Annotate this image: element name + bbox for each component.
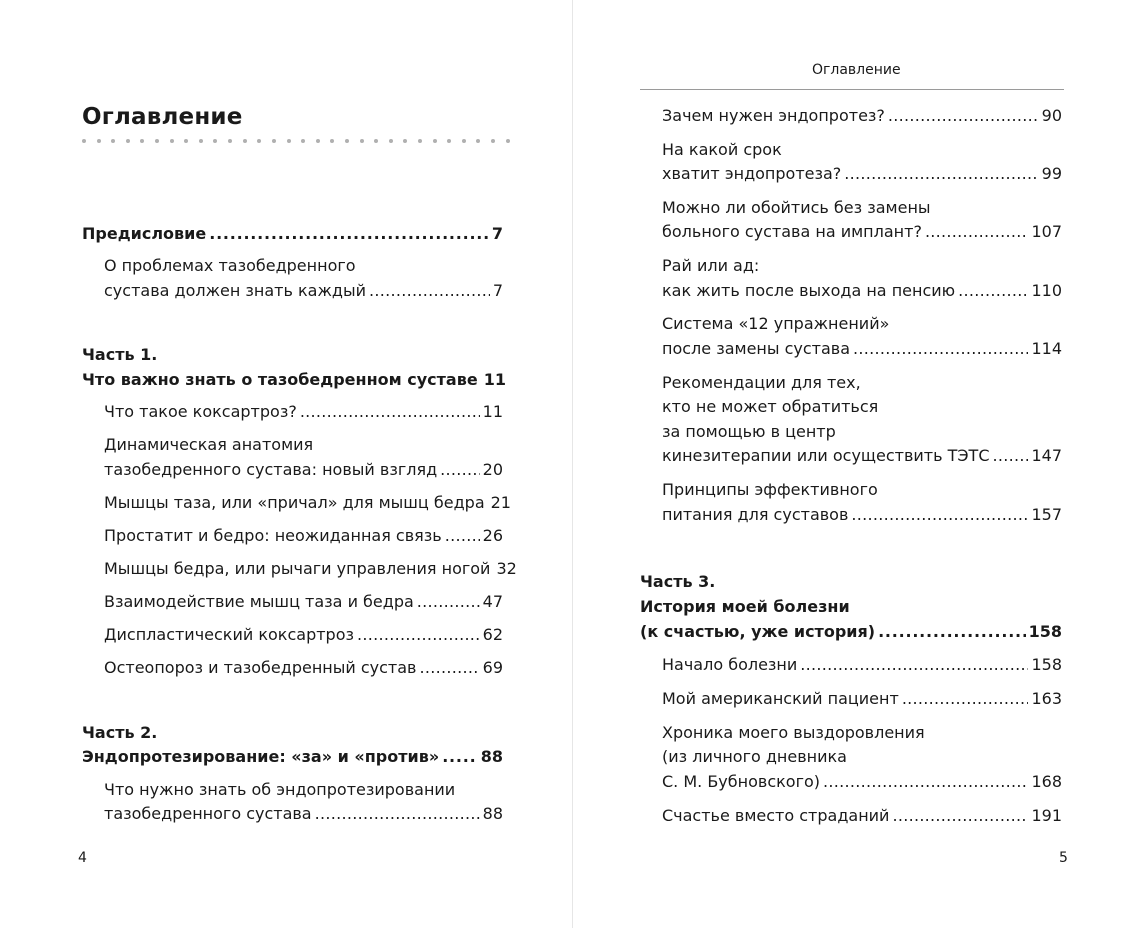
rule-dot — [389, 139, 393, 143]
toc-entry-r0[interactable]: Зачем нужен эндопротез? . . . 90 — [662, 106, 1062, 126]
rule-dot — [213, 139, 217, 143]
rule-dot — [301, 139, 305, 143]
rule-dot — [140, 139, 144, 143]
header-rule — [640, 89, 1064, 90]
toc-entry-r11[interactable]: Счастье вместо страданий . . . 191 — [662, 806, 1062, 826]
rule-dot — [374, 139, 378, 143]
rule-dot — [491, 139, 495, 143]
toc-entry-r1[interactable]: хватит эндопротеза? . . . 99 — [662, 164, 1062, 184]
rule-dot — [257, 139, 261, 143]
title-dotted-rule — [82, 136, 510, 146]
rule-dot — [418, 139, 422, 143]
toc-entry-r2-line-1[interactable]: Можно ли обойтись без замены — [662, 198, 931, 217]
toc-entry-r10-line-1[interactable]: Хроника моего выздоровления — [662, 723, 925, 742]
rule-dot — [126, 139, 130, 143]
rule-dot — [433, 139, 437, 143]
rule-dot — [199, 139, 203, 143]
running-head: Оглавление — [812, 62, 901, 78]
rule-dot — [462, 139, 466, 143]
part-3-heading: Часть 3. — [640, 572, 716, 591]
rule-dot — [330, 139, 334, 143]
page-number-right: 5 — [1059, 850, 1068, 866]
toc-entry-r4-line-1[interactable]: Система «12 упражнений» — [662, 314, 890, 333]
rule-dot — [403, 139, 407, 143]
toc-entry-11[interactable]: Эндопротезирование: «за» и «против» . . . 88 — [82, 747, 503, 767]
rule-dot — [345, 139, 349, 143]
left-page — [0, 0, 572, 928]
toc-entry-3[interactable]: Что такое коксартроз? . . . 11 — [104, 402, 503, 422]
rule-dot — [155, 139, 159, 143]
toc-entry-r10[interactable]: С. М. Бубновского) . . . 168 — [662, 772, 1062, 792]
rule-dot — [82, 139, 86, 143]
rule-dot — [184, 139, 188, 143]
toc-entry-7[interactable]: Мышцы бедра, или рычаги управления ногой 32 — [104, 559, 517, 578]
toc-entry-12[interactable]: тазобедренного сустава . . . 88 — [104, 804, 503, 824]
toc-entry-r6[interactable]: питания для суставов . . . 157 — [662, 505, 1062, 525]
toc-entry-r1-line-1[interactable]: На какой срок — [662, 140, 782, 159]
rule-dot — [243, 139, 247, 143]
toc-entry-r8[interactable]: Начало болезни . . . 158 — [662, 655, 1062, 675]
toc-entry-6[interactable]: Простатит и бедро: неожиданная связь . . . 26 — [104, 526, 503, 546]
toc-entry-5[interactable]: Мышцы таза, или «причал» для мышц бедра 21 — [104, 493, 511, 512]
toc-entry-8[interactable]: Взаимодействие мышц таза и бедра . . . 47 — [104, 592, 503, 612]
part-1-heading: Часть 1. — [82, 345, 158, 364]
toc-entry-r5-line-2[interactable]: кто не может обратиться — [662, 397, 879, 416]
rule-dot — [272, 139, 276, 143]
toc-entry-r5-line-3[interactable]: за помощью в центр — [662, 422, 836, 441]
part-2-heading: Часть 2. — [82, 723, 158, 742]
rule-dot — [447, 139, 451, 143]
right-page — [573, 0, 1146, 928]
toc-title: Оглавление — [82, 104, 243, 130]
toc-entry-r5-line-1[interactable]: Рекомендации для тех, — [662, 373, 861, 392]
toc-entry-4[interactable]: тазобедренного сустава: новый взгляд . . . 20 — [104, 460, 503, 480]
toc-entry-r5[interactable]: кинезитерапии или осуществить ТЭТС . . . 147 — [662, 446, 1062, 466]
toc-entry-r2[interactable]: больного сустава на имплант? . . . 107 — [662, 222, 1062, 242]
toc-entry-r3[interactable]: как жить после выхода на пенсию . . . 110 — [662, 281, 1062, 301]
page-number-left: 4 — [78, 850, 87, 866]
toc-entry-r3-line-1[interactable]: Рай или ад: — [662, 256, 760, 275]
toc-entry-2[interactable]: Что важно знать о тазобедренном суставе 11 — [82, 370, 506, 389]
toc-entry-10[interactable]: Остеопороз и тазобедренный сустав . . . 69 — [104, 658, 503, 678]
toc-entry-1[interactable]: сустава должен знать каждый . . . 7 — [104, 281, 503, 301]
rule-dot — [360, 139, 364, 143]
toc-entry-r10-line-2[interactable]: (из личного дневника — [662, 747, 847, 766]
rule-dot — [97, 139, 101, 143]
toc-entry-r4[interactable]: после замены сустава . . . 114 — [662, 339, 1062, 359]
rule-dot — [170, 139, 174, 143]
rule-dot — [287, 139, 291, 143]
toc-entry-4-line-1[interactable]: Динамическая анатомия — [104, 435, 314, 454]
toc-entry-r9[interactable]: Мой американский пациент . . . 163 — [662, 689, 1062, 709]
part-3-title-line-1[interactable]: История моей болезни — [640, 597, 850, 616]
toc-entry-0[interactable]: Предисловие . . . 7 — [82, 224, 503, 244]
toc-entry-1-line-1[interactable]: О проблемах тазобедренного — [104, 256, 356, 275]
rule-dot — [316, 139, 320, 143]
rule-dot — [111, 139, 115, 143]
toc-entry-r7[interactable]: (к счастью, уже история) . . . 158 — [640, 622, 1062, 642]
toc-entry-9[interactable]: Диспластический коксартроз . . . 62 — [104, 625, 503, 645]
toc-entry-r6-line-1[interactable]: Принципы эффективного — [662, 480, 878, 499]
rule-dot — [506, 139, 510, 143]
rule-dot — [228, 139, 232, 143]
toc-entry-12-line-1[interactable]: Что нужно знать об эндопротезировании — [104, 780, 456, 799]
rule-dot — [476, 139, 480, 143]
